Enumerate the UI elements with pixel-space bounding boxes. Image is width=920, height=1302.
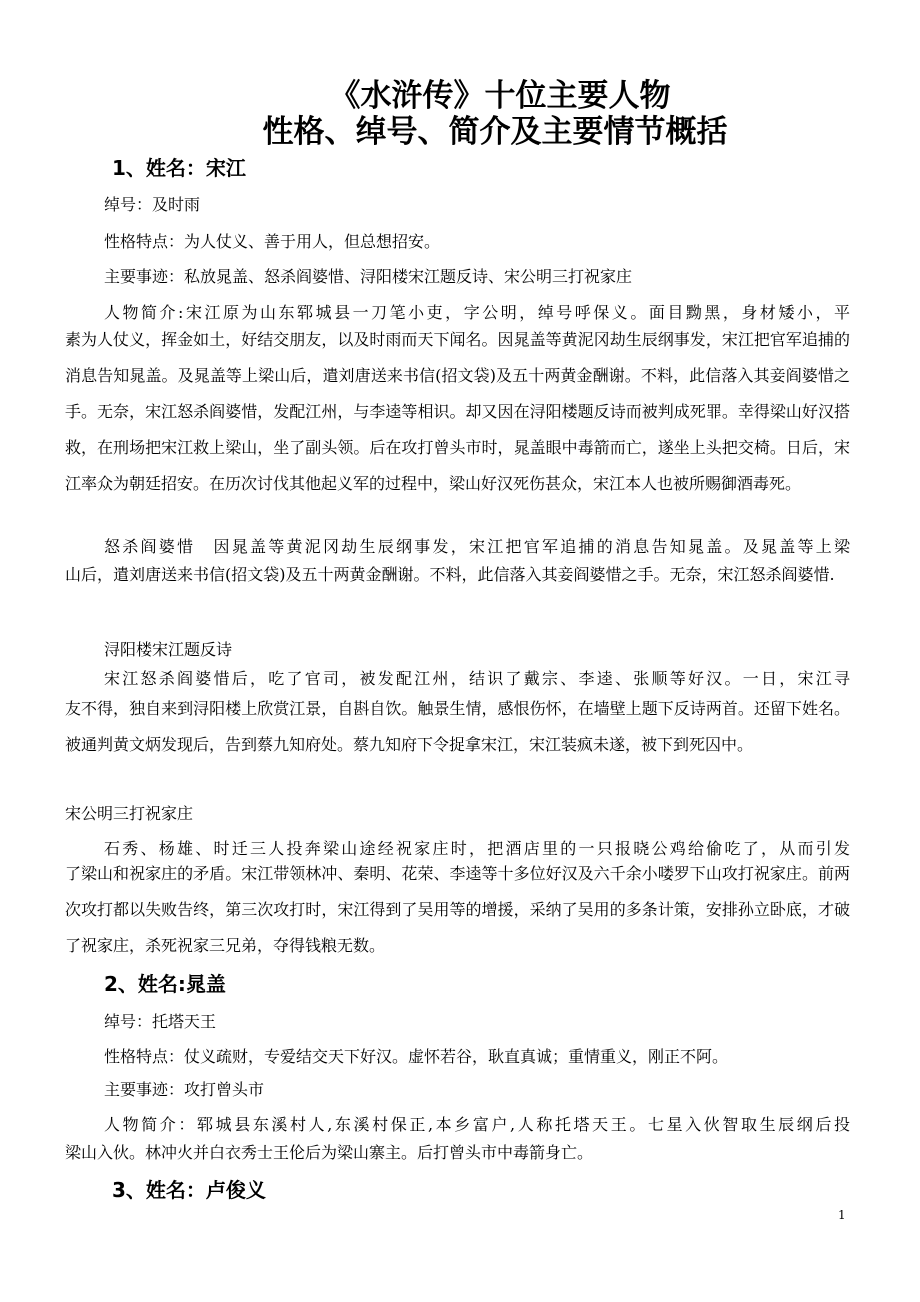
section-1-events: 主要事迹：私放晁盖、怒杀阎婆惜、浔阳楼宋江题反诗、宋公明三打祝家庄	[104, 267, 633, 286]
page-number: 1	[838, 1208, 846, 1222]
section-2-bio-rest: 梁山入伙。林冲火并白衣秀士王伦后为梁山寨主。后打曾头市中毒箭身亡。	[65, 1143, 594, 1162]
title-line-1: 《水浒传》十位主要人物	[329, 78, 671, 114]
section-1-xunyang-first-line: 宋江怒杀阎婆惜后，吃了官司，被发配江州，结识了戴宗、李逵、张顺等好汉。一日，宋江寻	[104, 669, 850, 688]
section-1-bio-first-line: 人物简介:宋江原为山东郓城县一刀笔小吏，字公明，绰号呼保义。面目黝黑，身材矮小，平	[104, 303, 850, 322]
section-1-yanpoxi-first-line: 怒杀阎婆惜 因晁盖等黄泥冈劫生辰纲事发，宋江把官军追捕的消息告知晁盖。及晁盖等上梁	[104, 537, 850, 556]
section-1-yanpoxi-rest: 山后，遣刘唐送来书信(招文袋)及五十两黄金酬谢。不料，此信落入其妾阎婆惜之手。无奈，宋江怒杀阎婆惜.	[65, 565, 835, 584]
section-2-events: 主要事迹：攻打曾头市	[104, 1080, 265, 1099]
section-1-bio-rest: 素为人仗义，挥金如土，好结交朋友，以及时雨而天下闻名。因晁盖等黄泥冈劫生辰纲事发，宋江把官军追捕的消息告知晁盖。及晁盖等上梁山后，遣刘唐送来书信(招文袋)及五十两黄金酬谢。不料，此信落入其妾阎婆惜之手。无奈，宋江怒杀阎婆惜，发配江州，与李逵等相识。却又因在浔阳楼题反诗而被判成死罪。幸得梁山好汉搭救，在刑场把宋江救上梁山，坐了副头领。后在攻打曾头市时，晁盖眼中毒箭而亡，遂坐上头把交椅。日后，宋江率众为朝廷招安。在历次讨伐其他起义军的过程中，梁山好汉死伤甚众，宋江本人也被所赐御酒毒死。	[65, 330, 850, 493]
section-2-heading: 2、姓名:晁盖	[104, 972, 226, 996]
section-1-nickname: 绰号：及时雨	[104, 195, 201, 214]
section-2-bio-first-line: 人物简介：郓城县东溪村人,东溪村保正,本乡富户,人称托塔天王。七星入伙智取生辰纲后投	[104, 1115, 850, 1134]
section-1-xunyang-title: 浔阳楼宋江题反诗	[104, 640, 233, 659]
section-1-xunyang-rest: 友不得，独自来到浔阳楼上欣赏江景，自斟自饮。触景生情，感恨伤怀，在墙壁上题下反诗两首。还留下姓名。被通判黄文炳发现后，告到蔡九知府处。蔡九知府下令捉拿宋江，宋江装疯未遂，被下到死囚中。	[65, 699, 850, 754]
section-1-zhujia-rest: 了梁山和祝家庄的矛盾。宋江带领林冲、秦明、花荣、李逵等十多位好汉及六千余小喽罗下山攻打祝家庄。前两次攻打都以失败告终，第三次攻打时，宋江得到了吴用等的增援，采纳了吴用的多条计策，安排孙立卧底，才破了祝家庄，杀死祝家三兄弟，夺得钱粮无数。	[65, 864, 850, 955]
section-2-nickname: 绰号：托塔天王	[104, 1012, 217, 1031]
section-1-traits: 性格特点：为人仗义、善于用人，但总想招安。	[104, 232, 441, 251]
title-line-2: 性格、绰号、简介及主要情节概括	[262, 114, 728, 150]
section-2-traits: 性格特点：仗义疏财，专爱结交天下好汉。虚怀若谷，耿直真诚；重情重义，刚正不阿。	[104, 1047, 729, 1066]
section-1-heading: 1、姓名：宋江	[112, 156, 246, 180]
section-3-heading: 3、姓名：卢俊义	[112, 1178, 266, 1202]
section-1-zhujia-title: 宋公明三打祝家庄	[65, 804, 194, 823]
section-1-zhujia-first-line: 石秀、杨雄、时迁三人投奔梁山途经祝家庄时，把酒店里的一只报晓公鸡给偷吃了，从而引发	[104, 839, 850, 858]
